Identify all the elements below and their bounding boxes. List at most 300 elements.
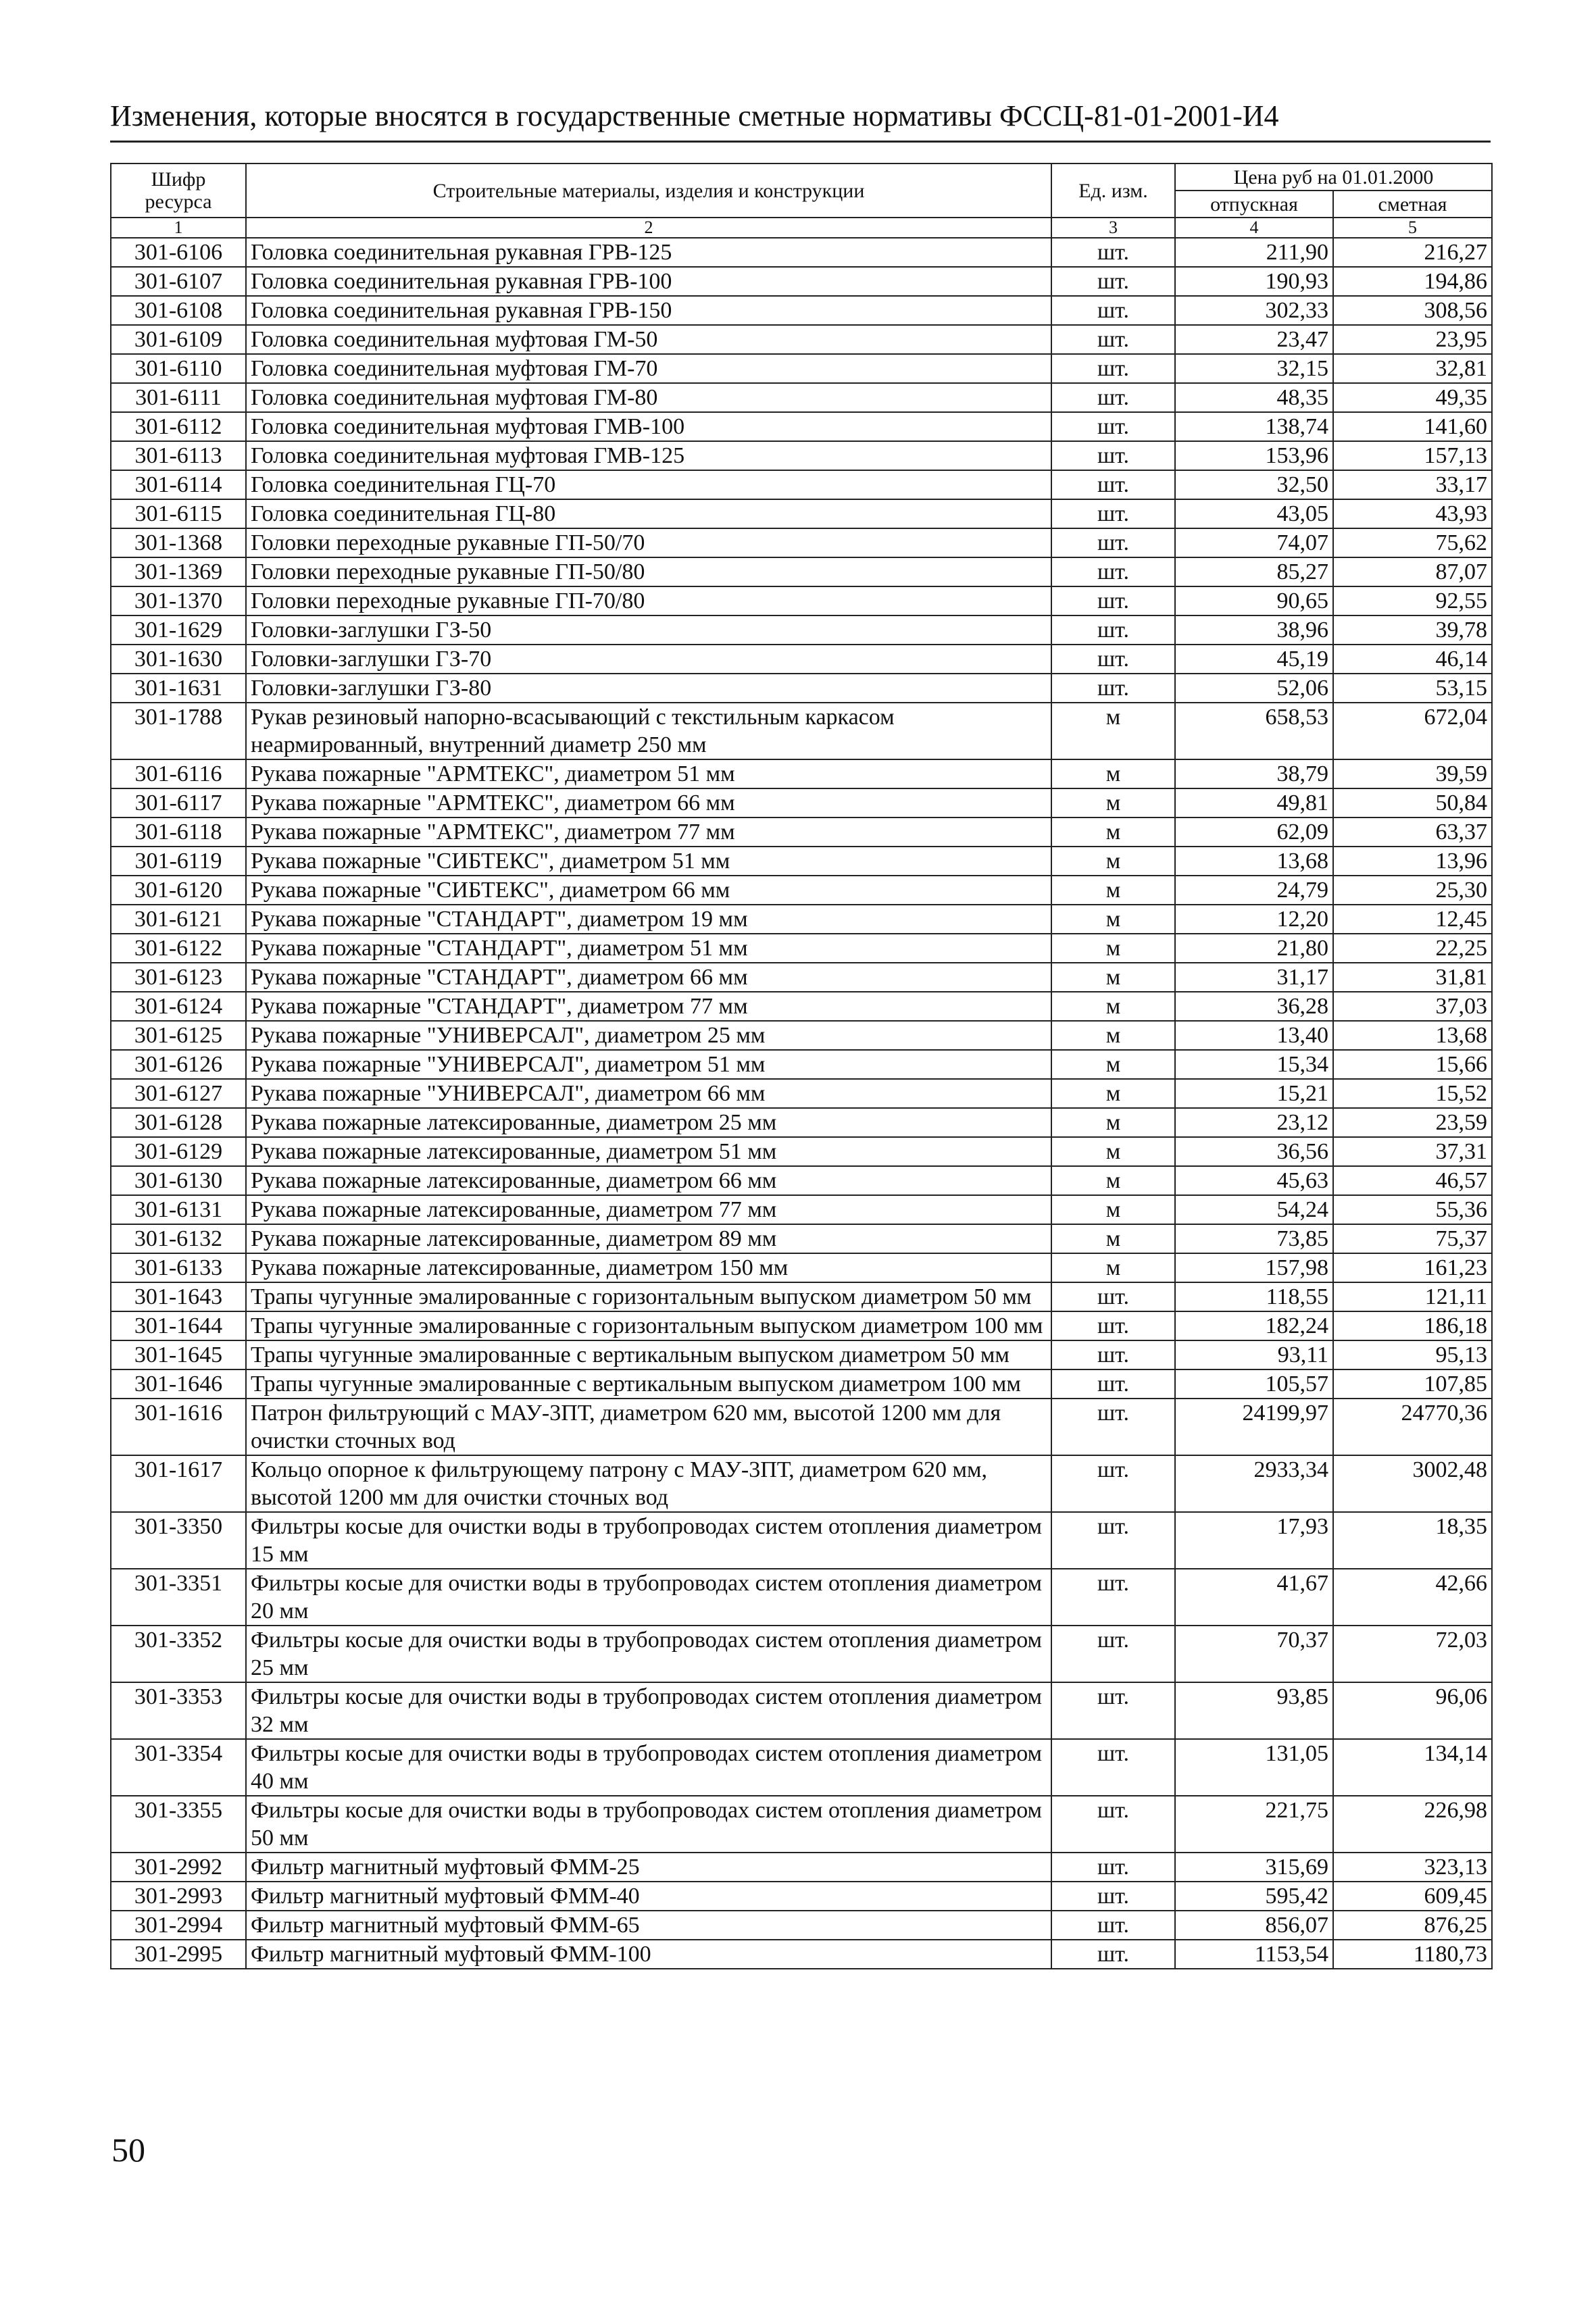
- header-estimate: сметная: [1333, 191, 1492, 218]
- release-price: 131,05: [1175, 1739, 1333, 1796]
- estimate-price: 53,15: [1333, 674, 1492, 703]
- table-row: [111, 238, 1492, 267]
- unit-of-measure: м: [1051, 847, 1175, 876]
- resource-code: 301-6106: [111, 238, 246, 267]
- unit-of-measure: шт.: [1051, 412, 1175, 441]
- column-number: 2: [246, 218, 1051, 238]
- material-name: Головка соединительная муфтовая ГМ-80: [246, 383, 1051, 412]
- material-name: Головки-заглушки ГЗ-80: [246, 674, 1051, 703]
- unit-of-measure: шт.: [1051, 383, 1175, 412]
- resource-code: 301-1617: [111, 1455, 246, 1512]
- resource-code: 301-1369: [111, 557, 246, 586]
- table-row: [111, 1253, 1492, 1282]
- unit-of-measure: шт.: [1051, 1569, 1175, 1626]
- material-name: Фильтры косые для очистки воды в трубопроводах систем отопления диаметром 15 мм: [246, 1512, 1051, 1569]
- estimate-price: 876,25: [1333, 1911, 1492, 1940]
- unit-of-measure: шт.: [1051, 441, 1175, 470]
- table-row: [111, 674, 1492, 703]
- resource-code: 301-6130: [111, 1166, 246, 1195]
- unit-of-measure: м: [1051, 1079, 1175, 1108]
- unit-of-measure: м: [1051, 1166, 1175, 1195]
- material-name: Рукава пожарные "СТАНДАРТ", диаметром 51 мм: [246, 934, 1051, 963]
- table-row: [111, 847, 1492, 876]
- unit-of-measure: шт.: [1051, 1882, 1175, 1911]
- table-row: [111, 1455, 1492, 1512]
- header-code: Шифр ресурса: [111, 164, 246, 218]
- release-price: 32,50: [1175, 470, 1333, 499]
- unit-of-measure: шт.: [1051, 586, 1175, 615]
- material-name: Рукава пожарные "УНИВЕРСАЛ", диаметром 51 мм: [246, 1050, 1051, 1079]
- estimate-price: 107,85: [1333, 1369, 1492, 1399]
- material-name: Головка соединительная рукавная ГРВ-100: [246, 267, 1051, 296]
- release-price: 54,24: [1175, 1195, 1333, 1224]
- resource-code: 301-6108: [111, 296, 246, 325]
- resource-code: 301-1629: [111, 615, 246, 645]
- unit-of-measure: шт.: [1051, 499, 1175, 528]
- unit-of-measure: шт.: [1051, 615, 1175, 645]
- unit-of-measure: шт.: [1051, 1399, 1175, 1455]
- unit-of-measure: шт.: [1051, 1796, 1175, 1853]
- unit-of-measure: шт.: [1051, 1512, 1175, 1569]
- table-row: [111, 1224, 1492, 1253]
- unit-of-measure: шт.: [1051, 1311, 1175, 1340]
- resource-code: 301-1631: [111, 674, 246, 703]
- resource-code: 301-2993: [111, 1882, 246, 1911]
- table-row: [111, 1911, 1492, 1940]
- table-row: [111, 441, 1492, 470]
- release-price: 93,11: [1175, 1340, 1333, 1369]
- resource-code: 301-6116: [111, 759, 246, 788]
- material-name: Головка соединительная муфтовая ГМВ-125: [246, 441, 1051, 470]
- unit-of-measure: шт.: [1051, 1853, 1175, 1882]
- estimate-price: 46,14: [1333, 645, 1492, 674]
- release-price: 658,53: [1175, 703, 1333, 759]
- table-row: [111, 1682, 1492, 1739]
- estimate-price: 75,37: [1333, 1224, 1492, 1253]
- resource-code: 301-6113: [111, 441, 246, 470]
- material-name: Рукава пожарные "СИБТЕКС", диаметром 51 мм: [246, 847, 1051, 876]
- estimate-price: 1180,73: [1333, 1940, 1492, 1969]
- estimate-price: 161,23: [1333, 1253, 1492, 1282]
- material-name: Головки-заглушки ГЗ-50: [246, 615, 1051, 645]
- material-name: Трапы чугунные эмалированные с вертикальным выпуском диаметром 100 мм: [246, 1369, 1051, 1399]
- release-price: 118,55: [1175, 1282, 1333, 1311]
- estimate-price: 23,95: [1333, 325, 1492, 354]
- release-price: 48,35: [1175, 383, 1333, 412]
- table-row: [111, 412, 1492, 441]
- unit-of-measure: шт.: [1051, 645, 1175, 674]
- material-name: Фильтры косые для очистки воды в трубопроводах систем отопления диаметром 40 мм: [246, 1739, 1051, 1796]
- table-row: [111, 1282, 1492, 1311]
- estimate-price: 308,56: [1333, 296, 1492, 325]
- material-name: Головки переходные рукавные ГП-50/70: [246, 528, 1051, 557]
- column-number: 5: [1333, 218, 1492, 238]
- estimate-price: 672,04: [1333, 703, 1492, 759]
- estimate-price: 55,36: [1333, 1195, 1492, 1224]
- release-price: 24,79: [1175, 876, 1333, 905]
- material-name: Рукава пожарные латексированные, диаметром 89 мм: [246, 1224, 1051, 1253]
- release-price: 138,74: [1175, 412, 1333, 441]
- release-price: 32,15: [1175, 354, 1333, 383]
- table-row: [111, 703, 1492, 759]
- column-number: 4: [1175, 218, 1333, 238]
- resource-code: 301-6107: [111, 267, 246, 296]
- resource-code: 301-1644: [111, 1311, 246, 1340]
- unit-of-measure: м: [1051, 1253, 1175, 1282]
- material-name: Головка соединительная рукавная ГРВ-125: [246, 238, 1051, 267]
- resource-code: 301-1645: [111, 1340, 246, 1369]
- table-row: [111, 557, 1492, 586]
- unit-of-measure: м: [1051, 1050, 1175, 1079]
- table-row: [111, 1195, 1492, 1224]
- table-row: [111, 934, 1492, 963]
- release-price: 74,07: [1175, 528, 1333, 557]
- unit-of-measure: м: [1051, 1195, 1175, 1224]
- estimate-price: 37,03: [1333, 992, 1492, 1021]
- page-header: Изменения, которые вносятся в государственные сметные нормативы ФССЦ-81-01-2001-И4: [110, 101, 1491, 143]
- estimate-price: 39,59: [1333, 759, 1492, 788]
- unit-of-measure: шт.: [1051, 1911, 1175, 1940]
- estimate-price: 96,06: [1333, 1682, 1492, 1739]
- estimate-price: 15,66: [1333, 1050, 1492, 1079]
- unit-of-measure: шт.: [1051, 354, 1175, 383]
- table-row: [111, 645, 1492, 674]
- release-price: 15,34: [1175, 1050, 1333, 1079]
- estimate-price: 33,17: [1333, 470, 1492, 499]
- unit-of-measure: шт.: [1051, 1626, 1175, 1682]
- resource-code: 301-6128: [111, 1108, 246, 1137]
- resource-code: 301-2994: [111, 1911, 246, 1940]
- material-name: Фильтр магнитный муфтовый ФММ-100: [246, 1940, 1051, 1969]
- material-name: Головка соединительная муфтовая ГМ-50: [246, 325, 1051, 354]
- estimate-price: 87,07: [1333, 557, 1492, 586]
- estimate-price: 121,11: [1333, 1282, 1492, 1311]
- material-name: Рукава пожарные "СТАНДАРТ", диаметром 77 мм: [246, 992, 1051, 1021]
- release-price: 315,69: [1175, 1853, 1333, 1882]
- resource-code: 301-6114: [111, 470, 246, 499]
- release-price: 17,93: [1175, 1512, 1333, 1569]
- estimate-price: 12,45: [1333, 905, 1492, 934]
- material-name: Головки переходные рукавные ГП-70/80: [246, 586, 1051, 615]
- material-name: Рукав резиновый напорно-всасывающий с текстильным каркасом неармированный, внутренний диаметр 250 мм: [246, 703, 1051, 759]
- table-row: [111, 1137, 1492, 1166]
- estimate-price: 42,66: [1333, 1569, 1492, 1626]
- table-row: [111, 1021, 1492, 1050]
- material-name: Рукава пожарные "СИБТЕКС", диаметром 66 мм: [246, 876, 1051, 905]
- resource-code: 301-3355: [111, 1796, 246, 1853]
- table-row: [111, 1399, 1492, 1455]
- material-name: Рукава пожарные "СТАНДАРТ", диаметром 66 мм: [246, 963, 1051, 992]
- estimate-price: 216,27: [1333, 238, 1492, 267]
- resource-code: 301-6120: [111, 876, 246, 905]
- release-price: 1153,54: [1175, 1940, 1333, 1969]
- material-name: Рукава пожарные "АРМТЕКС", диаметром 51 мм: [246, 759, 1051, 788]
- estimate-price: 43,93: [1333, 499, 1492, 528]
- release-price: 41,67: [1175, 1569, 1333, 1626]
- resource-code: 301-6123: [111, 963, 246, 992]
- unit-of-measure: шт.: [1051, 267, 1175, 296]
- unit-of-measure: м: [1051, 788, 1175, 818]
- resource-code: 301-6129: [111, 1137, 246, 1166]
- material-name: Кольцо опорное к фильтрующему патрону с МАУ-3ПТ, диаметром 620 мм, высотой 1200 мм для очистки сточных вод: [246, 1455, 1051, 1512]
- table-row: [111, 1796, 1492, 1853]
- table-row: [111, 1050, 1492, 1079]
- release-price: 38,79: [1175, 759, 1333, 788]
- estimate-price: 75,62: [1333, 528, 1492, 557]
- resource-code: 301-1630: [111, 645, 246, 674]
- release-price: 38,96: [1175, 615, 1333, 645]
- unit-of-measure: м: [1051, 1224, 1175, 1253]
- table-row: [111, 528, 1492, 557]
- estimate-price: 226,98: [1333, 1796, 1492, 1853]
- material-name: Фильтры косые для очистки воды в трубопроводах систем отопления диаметром 32 мм: [246, 1682, 1051, 1739]
- table-row: [111, 1626, 1492, 1682]
- table-row: [111, 1512, 1492, 1569]
- material-name: Трапы чугунные эмалированные с вертикальным выпуском диаметром 50 мм: [246, 1340, 1051, 1369]
- estimate-price: 32,81: [1333, 354, 1492, 383]
- table-row: [111, 818, 1492, 847]
- estimate-price: 141,60: [1333, 412, 1492, 441]
- resource-code: 301-1616: [111, 1399, 246, 1455]
- unit-of-measure: шт.: [1051, 1340, 1175, 1369]
- unit-of-measure: шт.: [1051, 1369, 1175, 1399]
- release-price: 85,27: [1175, 557, 1333, 586]
- material-name: Головки переходные рукавные ГП-50/80: [246, 557, 1051, 586]
- material-name: Рукава пожарные "УНИВЕРСАЛ", диаметром 66 мм: [246, 1079, 1051, 1108]
- unit-of-measure: м: [1051, 703, 1175, 759]
- resource-code: 301-6115: [111, 499, 246, 528]
- resource-code: 301-6126: [111, 1050, 246, 1079]
- resource-code: 301-1643: [111, 1282, 246, 1311]
- unit-of-measure: м: [1051, 818, 1175, 847]
- table-row: [111, 963, 1492, 992]
- unit-of-measure: шт.: [1051, 1455, 1175, 1512]
- resource-code: 301-3352: [111, 1626, 246, 1682]
- material-name: Рукава пожарные "АРМТЕКС", диаметром 77 мм: [246, 818, 1051, 847]
- material-name: Рукава пожарные "АРМТЕКС", диаметром 66 мм: [246, 788, 1051, 818]
- release-price: 36,28: [1175, 992, 1333, 1021]
- price-table: [110, 163, 1493, 1969]
- material-name: Головки-заглушки ГЗ-70: [246, 645, 1051, 674]
- resource-code: 301-6121: [111, 905, 246, 934]
- resource-code: 301-6111: [111, 383, 246, 412]
- table-row: [111, 1569, 1492, 1626]
- material-name: Головка соединительная муфтовая ГМВ-100: [246, 412, 1051, 441]
- table-row: [111, 383, 1492, 412]
- header-name: Строительные материалы, изделия и конструкции: [246, 164, 1051, 218]
- table-row: [111, 876, 1492, 905]
- estimate-price: 323,13: [1333, 1853, 1492, 1882]
- release-price: 595,42: [1175, 1882, 1333, 1911]
- resource-code: 301-6109: [111, 325, 246, 354]
- table-row: [111, 1311, 1492, 1340]
- resource-code: 301-6112: [111, 412, 246, 441]
- table-row: [111, 905, 1492, 934]
- resource-code: 301-1646: [111, 1369, 246, 1399]
- table-row: [111, 470, 1492, 499]
- release-price: 153,96: [1175, 441, 1333, 470]
- estimate-price: 22,25: [1333, 934, 1492, 963]
- estimate-price: 46,57: [1333, 1166, 1492, 1195]
- table-row: [111, 759, 1492, 788]
- estimate-price: 37,31: [1333, 1137, 1492, 1166]
- release-price: 856,07: [1175, 1911, 1333, 1940]
- resource-code: 301-6133: [111, 1253, 246, 1282]
- unit-of-measure: м: [1051, 905, 1175, 934]
- table-body: [111, 238, 1492, 1969]
- resource-code: 301-1370: [111, 586, 246, 615]
- resource-code: 301-3353: [111, 1682, 246, 1739]
- material-name: Рукава пожарные "СТАНДАРТ", диаметром 19 мм: [246, 905, 1051, 934]
- release-price: 52,06: [1175, 674, 1333, 703]
- material-name: Фильтры косые для очистки воды в трубопроводах систем отопления диаметром 25 мм: [246, 1626, 1051, 1682]
- unit-of-measure: м: [1051, 1108, 1175, 1137]
- release-price: 90,65: [1175, 586, 1333, 615]
- release-price: 13,40: [1175, 1021, 1333, 1050]
- header-unit: Ед. изм.: [1051, 164, 1175, 218]
- unit-of-measure: м: [1051, 1137, 1175, 1166]
- resource-code: 301-6117: [111, 788, 246, 818]
- unit-of-measure: м: [1051, 992, 1175, 1021]
- unit-of-measure: шт.: [1051, 1282, 1175, 1311]
- unit-of-measure: шт.: [1051, 325, 1175, 354]
- table-row: [111, 1369, 1492, 1399]
- release-price: 190,93: [1175, 267, 1333, 296]
- release-price: 24199,97: [1175, 1399, 1333, 1455]
- estimate-price: 186,18: [1333, 1311, 1492, 1340]
- estimate-price: 95,13: [1333, 1340, 1492, 1369]
- material-name: Рукава пожарные латексированные, диаметром 77 мм: [246, 1195, 1051, 1224]
- release-price: 302,33: [1175, 296, 1333, 325]
- resource-code: 301-6119: [111, 847, 246, 876]
- table-row: [111, 499, 1492, 528]
- release-price: 93,85: [1175, 1682, 1333, 1739]
- estimate-price: 15,52: [1333, 1079, 1492, 1108]
- estimate-price: 13,68: [1333, 1021, 1492, 1050]
- resource-code: 301-6132: [111, 1224, 246, 1253]
- release-price: 105,57: [1175, 1369, 1333, 1399]
- unit-of-measure: м: [1051, 934, 1175, 963]
- material-name: Фильтр магнитный муфтовый ФММ-25: [246, 1853, 1051, 1882]
- table-row: [111, 788, 1492, 818]
- release-price: 23,47: [1175, 325, 1333, 354]
- estimate-price: 13,96: [1333, 847, 1492, 876]
- release-price: 62,09: [1175, 818, 1333, 847]
- material-name: Трапы чугунные эмалированные с горизонтальным выпуском диаметром 50 мм: [246, 1282, 1051, 1311]
- table-row: [111, 1853, 1492, 1882]
- unit-of-measure: шт.: [1051, 1739, 1175, 1796]
- material-name: Рукава пожарные "УНИВЕРСАЛ", диаметром 25 мм: [246, 1021, 1051, 1050]
- resource-code: 301-6110: [111, 354, 246, 383]
- release-price: 13,68: [1175, 847, 1333, 876]
- unit-of-measure: шт.: [1051, 296, 1175, 325]
- resource-code: 301-6127: [111, 1079, 246, 1108]
- table-row: [111, 1940, 1492, 1969]
- unit-of-measure: шт.: [1051, 1682, 1175, 1739]
- unit-of-measure: шт.: [1051, 1940, 1175, 1969]
- table-row: [111, 296, 1492, 325]
- column-number: 1: [111, 218, 246, 238]
- estimate-price: 72,03: [1333, 1626, 1492, 1682]
- release-price: 36,56: [1175, 1137, 1333, 1166]
- table-row: [111, 1739, 1492, 1796]
- material-name: Головка соединительная ГЦ-70: [246, 470, 1051, 499]
- material-name: Рукава пожарные латексированные, диаметром 150 мм: [246, 1253, 1051, 1282]
- unit-of-measure: м: [1051, 1021, 1175, 1050]
- estimate-price: 609,45: [1333, 1882, 1492, 1911]
- material-name: Фильтры косые для очистки воды в трубопроводах систем отопления диаметром 20 мм: [246, 1569, 1051, 1626]
- release-price: 43,05: [1175, 499, 1333, 528]
- table-row: [111, 992, 1492, 1021]
- table-row: [111, 267, 1492, 296]
- release-price: 211,90: [1175, 238, 1333, 267]
- material-name: Рукава пожарные латексированные, диаметром 25 мм: [246, 1108, 1051, 1137]
- unit-of-measure: шт.: [1051, 557, 1175, 586]
- material-name: Головка соединительная рукавная ГРВ-150: [246, 296, 1051, 325]
- estimate-price: 157,13: [1333, 441, 1492, 470]
- table-row: [111, 1340, 1492, 1369]
- estimate-price: 134,14: [1333, 1739, 1492, 1796]
- release-price: 70,37: [1175, 1626, 1333, 1682]
- unit-of-measure: шт.: [1051, 238, 1175, 267]
- unit-of-measure: шт.: [1051, 674, 1175, 703]
- resource-code: 301-6122: [111, 934, 246, 963]
- estimate-price: 3002,48: [1333, 1455, 1492, 1512]
- release-price: 221,75: [1175, 1796, 1333, 1853]
- release-price: 182,24: [1175, 1311, 1333, 1340]
- estimate-price: 23,59: [1333, 1108, 1492, 1137]
- unit-of-measure: шт.: [1051, 528, 1175, 557]
- release-price: 45,19: [1175, 645, 1333, 674]
- header-release: отпускная: [1175, 191, 1333, 218]
- estimate-price: 49,35: [1333, 383, 1492, 412]
- resource-code: 301-2992: [111, 1853, 246, 1882]
- release-price: 73,85: [1175, 1224, 1333, 1253]
- estimate-price: 39,78: [1333, 615, 1492, 645]
- material-name: Фильтры косые для очистки воды в трубопроводах систем отопления диаметром 50 мм: [246, 1796, 1051, 1853]
- estimate-price: 18,35: [1333, 1512, 1492, 1569]
- unit-of-measure: м: [1051, 963, 1175, 992]
- unit-of-measure: шт.: [1051, 470, 1175, 499]
- resource-code: 301-3351: [111, 1569, 246, 1626]
- unit-of-measure: м: [1051, 759, 1175, 788]
- release-price: 45,63: [1175, 1166, 1333, 1195]
- material-name: Патрон фильтрующий с МАУ-3ПТ, диаметром 620 мм, высотой 1200 мм для очистки сточных вод: [246, 1399, 1051, 1455]
- material-name: Фильтр магнитный муфтовый ФММ-40: [246, 1882, 1051, 1911]
- table-row: [111, 615, 1492, 645]
- estimate-price: 63,37: [1333, 818, 1492, 847]
- table-row: [111, 325, 1492, 354]
- release-price: 157,98: [1175, 1253, 1333, 1282]
- table-row: [111, 354, 1492, 383]
- material-name: Головка соединительная ГЦ-80: [246, 499, 1051, 528]
- table-row: [111, 1166, 1492, 1195]
- material-name: Фильтр магнитный муфтовый ФММ-65: [246, 1911, 1051, 1940]
- resource-code: 301-6131: [111, 1195, 246, 1224]
- estimate-price: 50,84: [1333, 788, 1492, 818]
- material-name: Рукава пожарные латексированные, диаметром 66 мм: [246, 1166, 1051, 1195]
- release-price: 12,20: [1175, 905, 1333, 934]
- resource-code: 301-2995: [111, 1940, 246, 1969]
- release-price: 2933,34: [1175, 1455, 1333, 1512]
- estimate-price: 194,86: [1333, 267, 1492, 296]
- material-name: Трапы чугунные эмалированные с горизонтальным выпуском диаметром 100 мм: [246, 1311, 1051, 1340]
- release-price: 21,80: [1175, 934, 1333, 963]
- release-price: 23,12: [1175, 1108, 1333, 1137]
- estimate-price: 25,30: [1333, 876, 1492, 905]
- resource-code: 301-6118: [111, 818, 246, 847]
- release-price: 15,21: [1175, 1079, 1333, 1108]
